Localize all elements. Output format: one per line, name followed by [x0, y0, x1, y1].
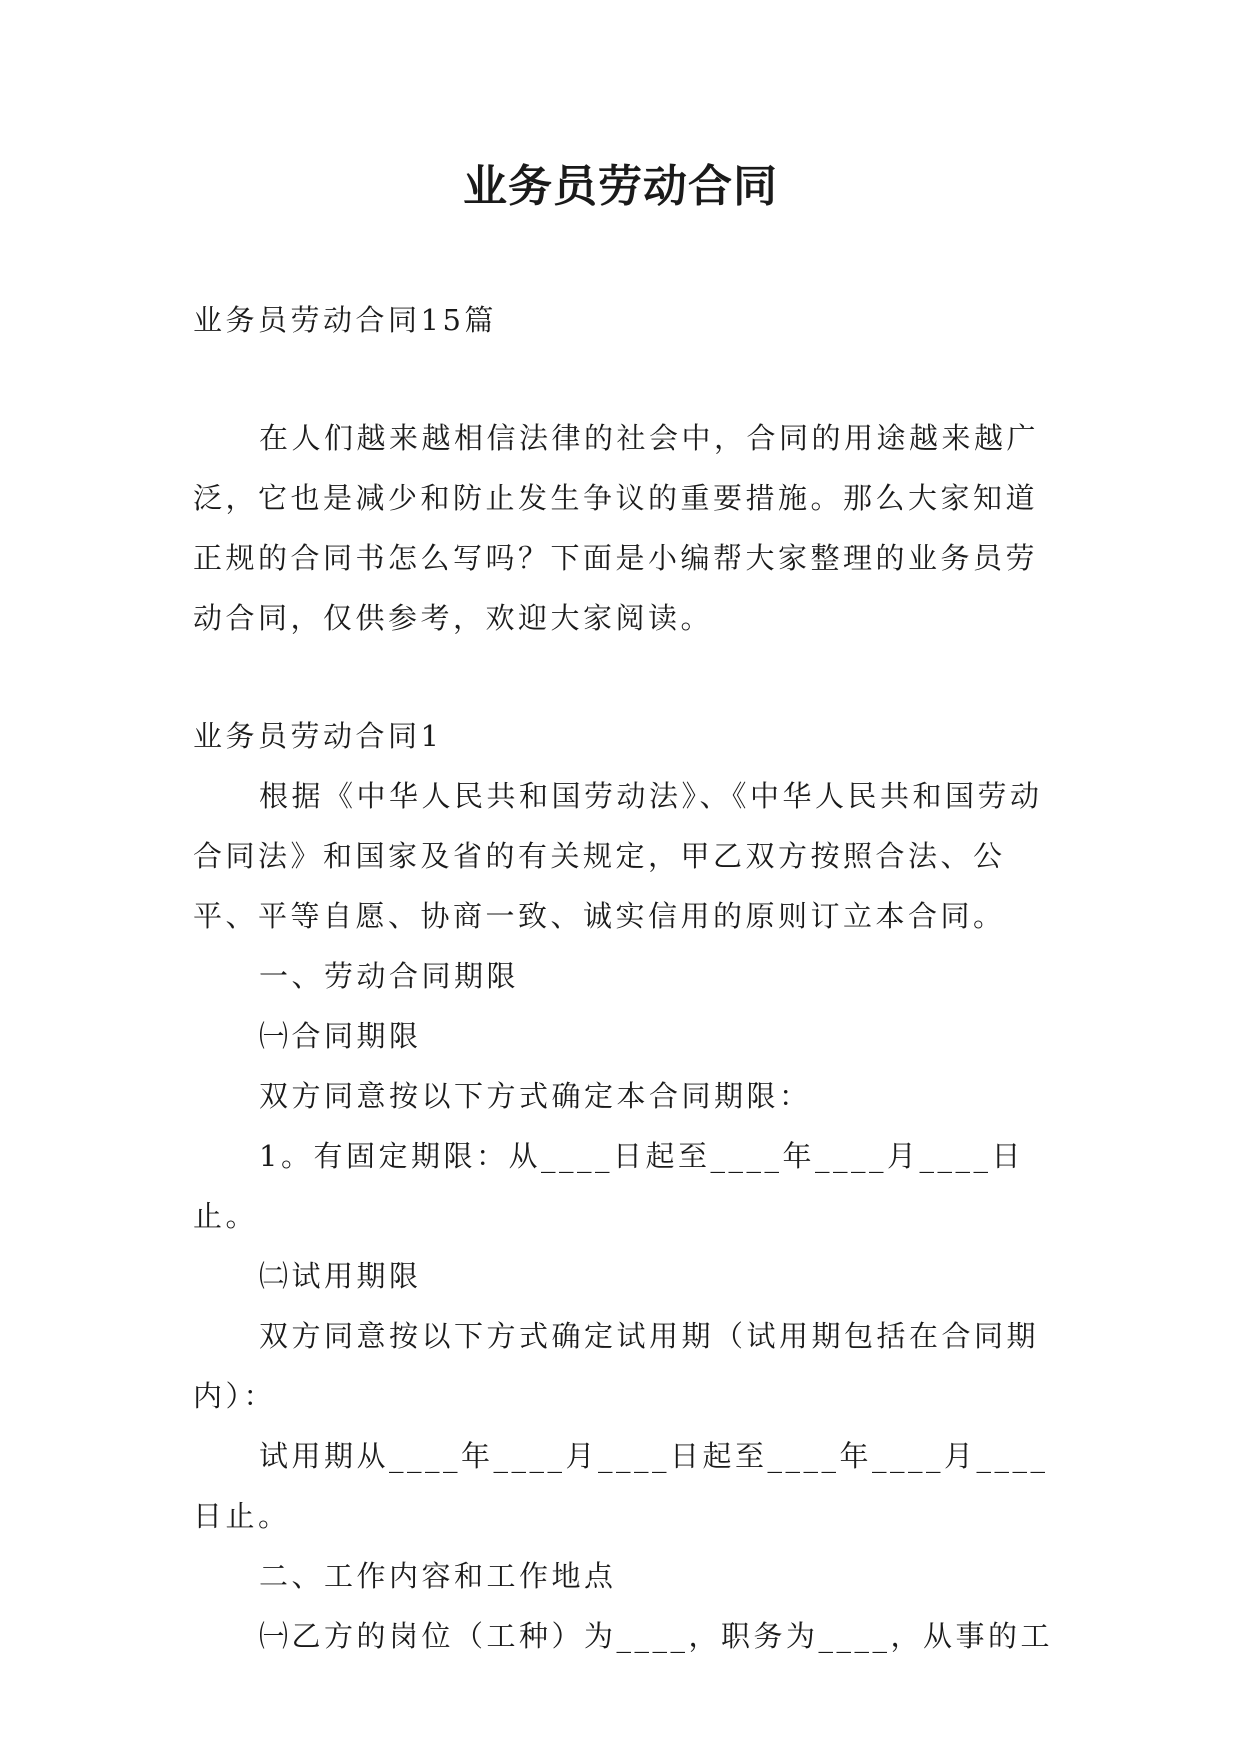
section-heading: 业务员劳动合同1 [193, 719, 443, 753]
paragraph: 1。有固定期限：从____日起至____年____月____日止。 [193, 1139, 1024, 1233]
paragraph: 试用期从____年____月____日起至____年____月____日止。 [193, 1439, 1049, 1533]
intro-paragraph: 在人们越来越相信法律的社会中，合同的用途越来越广泛，它也是减少和防止发生争议的重要措施。那么大家知道正规的合同书怎么写吗？下面是小编帮大家整理的业务员劳动合同，仅供参考，欢迎大家阅读。 [193, 421, 1040, 635]
document-body [193, 290, 1063, 1666]
paragraph: 双方同意按以下方式确定试用期（试用期包括在合同期内）： [193, 1319, 1040, 1413]
paragraph: ㈠乙方的岗位（工种）为____，职务为____，从事的工 [259, 1619, 1054, 1653]
paragraph: 根据《中华人民共和国劳动法》、《中华人民共和国劳动合同法》和国家及省的有关规定，甲乙双方按照合法、公平、平等自愿、协商一致、诚实信用的原则订立本合同。 [193, 779, 1043, 933]
paragraph: 双方同意按以下方式确定本合同期限： [259, 1079, 812, 1113]
sub-clause-heading: ㈡试用期限 [259, 1259, 422, 1293]
clause-heading: 二、工作内容和工作地点 [259, 1559, 617, 1593]
document-title: 业务员劳动合同 [463, 161, 778, 212]
sub-clause-heading: ㈠合同期限 [259, 1019, 422, 1053]
clause-heading: 一、劳动合同期限 [259, 959, 520, 993]
document-subtitle: 业务员劳动合同15篇 [193, 303, 497, 337]
